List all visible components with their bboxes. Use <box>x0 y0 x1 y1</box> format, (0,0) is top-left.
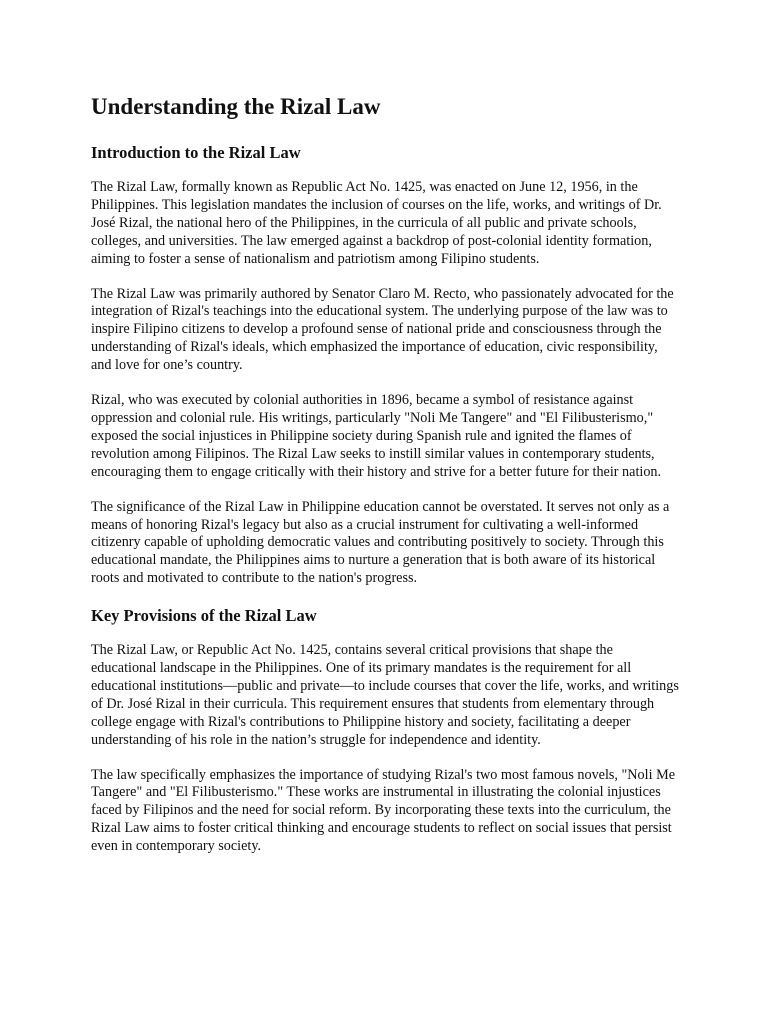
paragraph: The Rizal Law, formally known as Republic Act No. 1425, was enacted on June 12, 1956, in the Philippines. This legislation mandates the inclusion of courses on the life, works, and writings of Dr. José Rizal, the national hero of the Philippines, in the curricula of all public and private schools, colleges, and universities. The law emerged against a backdrop of post-colonial identity formation, aiming to foster a sense of nationalism and patriotism among Filipino students. <box>91 179 662 267</box>
paragraph: The Rizal Law, or Republic Act No. 1425, contains several critical provisions that shape the educational landscape in the Philippines. One of its primary mandates is the requirement for all educational institutions—public and private—to include courses that cover the life, works, and writings of Dr. José Rizal in their curricula. This requirement ensures that students from elementary through college engage with Rizal's contributions to Philippine history and society, facilitating a deeper understanding of his role in the nation’s struggle for independence and identity. <box>91 642 679 748</box>
section-key-provisions <box>91 605 680 856</box>
section-heading: Key Provisions of the Rizal Law <box>91 606 317 626</box>
paragraph: Rizal, who was executed by colonial authorities in 1896, became a symbol of resistance against oppression and colonial rule. His writings, particularly "Noli Me Tangere" and "El Filibusterismo," exposed the social injustices in Philippine society during Spanish rule and ignited the flames of revolution among Filipinos. The Rizal Law seeks to instill similar values in contemporary students, encouraging them to engage critically with their history and strive for a better future for their nation. <box>91 392 662 480</box>
paragraph: The significance of the Rizal Law in Philippine education cannot be overstated. It serves not only as a means of honoring Rizal's legacy but also as a crucial instrument for cultivating a well-informed citizenry capable of upholding democratic values and contributing positively to society. Through this educational mandate, the Philippines aims to nurture a generation that is both aware of its historical roots and motivated to contribute to the nation's progress. <box>91 498 670 587</box>
document-title: Understanding the Rizal Law <box>91 94 381 119</box>
section-heading: Introduction to the Rizal Law <box>91 143 301 162</box>
paragraph: The law specifically emphasizes the importance of studying Rizal's two most famous novels, "Noli Me Tangere" and "El Filibusterismo." These works are instrumental in illustrating the colonial injustices faced by Filipinos and the need for social reform. By incorporating these texts into the curriculum, the Rizal Law aims to foster critical thinking and encourage students to reflect on social issues that persist even in contemporary society. <box>91 766 675 855</box>
paragraph: The Rizal Law was primarily authored by Senator Claro M. Recto, who passionately advocated for the integration of Rizal's teachings into the educational system. The underlying purpose of the law was to inspire Filipino citizens to develop a profound sense of national pride and consciousness through the understanding of Rizal's ideals, which emphasized the importance of education, civic responsibility, and love for one’s country. <box>91 285 674 374</box>
section-introduction <box>91 142 680 588</box>
